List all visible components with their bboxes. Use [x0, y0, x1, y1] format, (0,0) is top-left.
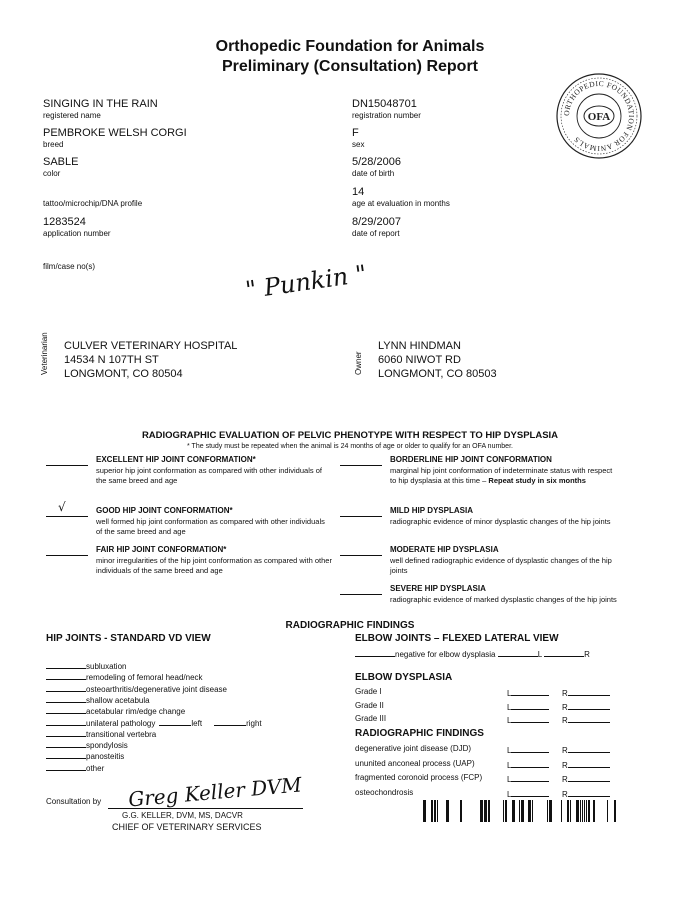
hip-finding-row: [46, 683, 227, 694]
elbow-finding-row-left[interactable]: L: [507, 759, 549, 770]
borderline-checkbox-line[interactable]: [340, 457, 382, 466]
elbow-grade-row: [355, 687, 615, 696]
good-title: GOOD HIP JOINT CONFORMATION*: [96, 506, 233, 515]
hip-finding-blank[interactable]: [46, 728, 86, 737]
hip-finding-row: [46, 717, 262, 728]
date-of-report-value: 8/29/2007: [352, 216, 401, 228]
handwritten-signature: Greg Keller DVM: [127, 772, 303, 812]
good-checkbox-line[interactable]: [46, 508, 88, 517]
hip-finding-blank[interactable]: [46, 750, 86, 759]
owner-line2: 6060 NIWOT RD: [378, 354, 461, 366]
sex-label: sex: [352, 140, 365, 149]
elbow-finding-row-right[interactable]: R: [562, 759, 610, 770]
elbow-negative-label: negative for elbow dysplasia: [395, 650, 496, 659]
hip-finding-blank[interactable]: [46, 762, 86, 771]
elbow-finding-row-left[interactable]: L: [507, 773, 549, 784]
hip-finding-label: remodeling of femoral head/neck: [86, 673, 203, 683]
hip-finding-blank[interactable]: [46, 705, 86, 714]
findings-title: RADIOGRAPHIC FINDINGS: [285, 620, 415, 631]
registration-number-value: DN15048701: [352, 98, 417, 110]
elbow-finding-row-label: ununited anconeal process (UAP): [355, 758, 475, 768]
elbow-grade-row-left[interactable]: L: [507, 701, 549, 712]
hip-finding-blank[interactable]: [46, 660, 86, 669]
hip-finding-row: [46, 705, 185, 716]
veterinarian-line1: CULVER VETERINARY HOSPITAL: [64, 340, 238, 352]
elbow-finding-row: [355, 788, 615, 797]
consultation-by-label: Consultation by: [46, 797, 102, 806]
elbow-negative-left-blank[interactable]: [498, 648, 538, 657]
mild-title: MILD HIP DYSPLASIA: [390, 506, 473, 515]
moderate-checkbox-line[interactable]: [340, 547, 382, 556]
elbow-finding-row-label: fragmented coronoid process (FCP): [355, 773, 483, 782]
elbow-finding-row: [355, 759, 615, 768]
elbow-grade-row-left[interactable]: L: [507, 687, 549, 698]
severe-desc: radiographic evidence of marked dysplastic changes of the hip joints: [390, 595, 617, 604]
hip-finding-label: panosteitis: [86, 752, 125, 762]
veterinarian-line2: 14534 N 107TH ST: [64, 354, 159, 366]
hip-finding-label: spondylosis: [86, 741, 128, 751]
hip-finding-label: shallow acetabula: [86, 695, 150, 705]
unilateral-right-blank[interactable]: [214, 717, 246, 726]
hip-finding-row: [46, 728, 156, 739]
excellent-title: EXCELLENT HIP JOINT CONFORMATION*: [96, 455, 256, 464]
owner-line1: LYNN HINDMAN: [378, 340, 461, 352]
tattoo-label: tattoo/microchip/DNA profile: [43, 199, 143, 208]
elbow-finding-row-left[interactable]: L: [507, 744, 549, 755]
owner-side-label: Owner: [354, 351, 363, 375]
good-check-mark: √: [58, 500, 66, 514]
breed-label: breed: [43, 140, 64, 149]
hip-finding-label: transitional vertebra: [86, 729, 157, 739]
hip-finding-row: [46, 762, 104, 773]
hip-finding-blank[interactable]: [46, 739, 86, 748]
elbow-grade-row: [355, 701, 615, 710]
evaluation-title: RADIOGRAPHIC EVALUATION OF PELVIC PHENOTYPE WITH RESPECT TO HIP DYSPLASIA: [141, 430, 559, 441]
elbow-finding-row: [355, 773, 615, 782]
handwritten-dog-name: " Punkin ": [243, 259, 369, 305]
seal-ring-text: ORTHOPEDIC FOUNDATION FOR ANIMALS: [561, 78, 637, 154]
hip-finding-row: [46, 750, 124, 761]
elbow-negative-row: [355, 648, 590, 659]
elbow-finding-row-label: osteochondrosis: [355, 787, 414, 797]
signer-title: CHIEF OF VETERINARY SERVICES: [112, 822, 262, 832]
unilateral-left-label: left: [191, 718, 203, 728]
moderate-title: MODERATE HIP DYSPLASIA: [390, 545, 499, 554]
hip-finding-row: [46, 694, 150, 705]
registration-number-label: registration number: [352, 111, 421, 120]
film-case-label: film/case no(s): [43, 262, 96, 271]
date-of-birth-value: 5/28/2006: [352, 156, 401, 168]
elbow-negative-right-blank[interactable]: [544, 648, 584, 657]
elbow-grade-row-left[interactable]: L: [507, 714, 549, 725]
hip-finding-row: [46, 739, 128, 750]
signer-name: G.G. KELLER, DVM, MS, DACVR: [122, 811, 243, 820]
hip-finding-label: unilateral pathology: [86, 718, 156, 728]
elbow-negative-L: L: [537, 650, 542, 659]
elbow-finding-row-left[interactable]: L: [507, 788, 549, 799]
elbow-grade-row-right[interactable]: R: [562, 714, 610, 725]
elbow-finding-row: [355, 744, 615, 753]
elbow-grade-row-right[interactable]: R: [562, 687, 610, 698]
elbow-negative-R: R: [584, 650, 590, 659]
borderline-title: BORDERLINE HIP JOINT CONFORMATION: [390, 455, 552, 464]
owner-line3: LONGMONT, CO 80503: [378, 368, 497, 380]
hip-finding-label: other: [86, 763, 105, 773]
evaluation-note: * The study must be repeated when the animal is 24 months of age or older to qualify for an OFA number.: [187, 443, 513, 450]
date-of-birth-label: date of birth: [352, 169, 395, 178]
mild-desc: radiographic evidence of minor dysplastic changes of the hip joints: [390, 517, 611, 526]
elbow-grade-row-right[interactable]: R: [562, 701, 610, 712]
borderline-desc: marginal hip joint conformation of indeterminate status with respect to hip dysplasia at this time – Repeat study in six months: [390, 466, 613, 485]
breed-value: PEMBROKE WELSH CORGI: [43, 127, 187, 139]
hip-finding-row: [46, 660, 126, 671]
hip-finding-label: osteoarthritis/degenerative joint disease: [86, 684, 227, 694]
report-title-line1: Orthopedic Foundation for Animals: [215, 38, 485, 55]
sex-value: F: [352, 127, 359, 139]
excellent-checkbox-line[interactable]: [46, 457, 88, 466]
registered-name-value: SINGING IN THE RAIN: [43, 98, 158, 110]
severe-checkbox-line[interactable]: [340, 586, 382, 595]
date-of-report-label: date of report: [352, 229, 400, 238]
elbow-joints-title: ELBOW JOINTS – FLEXED LATERAL VIEW: [355, 633, 559, 644]
registered-name-label: registered name: [43, 111, 101, 120]
hip-finding-blank[interactable]: [46, 694, 86, 703]
severe-title: SEVERE HIP DYSPLASIA: [390, 584, 486, 593]
fair-checkbox-line[interactable]: [46, 547, 88, 556]
veterinarian-side-label: Veterinarian: [40, 332, 49, 375]
elbow-finding-row-right[interactable]: R: [562, 788, 610, 799]
elbow-finding-row-label: degenerative joint disease (DJD): [355, 744, 472, 753]
age-value: 14: [352, 186, 365, 198]
elbow-finding-row-right[interactable]: R: [562, 773, 610, 784]
ofa-seal-logo: [555, 72, 643, 160]
hip-finding-blank[interactable]: [46, 671, 86, 680]
color-label: color: [43, 169, 61, 178]
elbow-negative-blank[interactable]: [355, 648, 395, 657]
hip-finding-label: acetabular rim/edge change: [86, 707, 186, 717]
age-label: age at evaluation in months: [352, 199, 450, 208]
report-title-line2: Preliminary (Consultation) Report: [221, 58, 479, 75]
elbow-grade-row-label: Grade II: [355, 700, 384, 710]
elbow-dysplasia-title: ELBOW DYSPLASIA: [355, 672, 453, 683]
elbow-grade-row-label: Grade I: [355, 687, 382, 696]
barcode-image: [420, 800, 620, 822]
veterinarian-line3: LONGMONT, CO 80504: [64, 368, 183, 380]
unilateral-right-label: right: [246, 718, 262, 728]
mild-checkbox-line[interactable]: [340, 508, 382, 517]
excellent-desc: superior hip joint conformation as compared with other individuals of the same breed and age: [96, 466, 322, 485]
hip-joints-title: HIP JOINTS - STANDARD VD VIEW: [46, 633, 211, 644]
elbow-grade-row: [355, 714, 615, 723]
application-number-label: application number: [43, 229, 111, 238]
hip-finding-blank[interactable]: [46, 717, 86, 726]
hip-finding-blank[interactable]: [46, 683, 86, 692]
moderate-desc: well defined radiographic evidence of dysplastic changes of the hip joints: [390, 556, 612, 575]
fair-desc: minor irregularities of the hip joint conformation as compared with other individuals of the same breed and age: [96, 556, 332, 575]
hip-finding-row: [46, 671, 203, 682]
unilateral-left-blank[interactable]: [159, 717, 191, 726]
elbow-findings-title: RADIOGRAPHIC FINDINGS: [355, 728, 484, 739]
good-desc: well formed hip joint conformation as compared with other individuals of the same breed and age: [96, 517, 325, 536]
hip-finding-label: subluxation: [86, 662, 127, 671]
color-value: SABLE: [43, 156, 79, 168]
elbow-grade-row-label: Grade III: [355, 714, 387, 723]
borderline-repeat-note: Repeat study in six months: [488, 476, 586, 485]
fair-title: FAIR HIP JOINT CONFORMATION*: [96, 545, 227, 554]
svg-text:OFA: OFA: [587, 111, 611, 123]
elbow-finding-row-right[interactable]: R: [562, 744, 610, 755]
application-number-value: 1283524: [43, 216, 86, 228]
